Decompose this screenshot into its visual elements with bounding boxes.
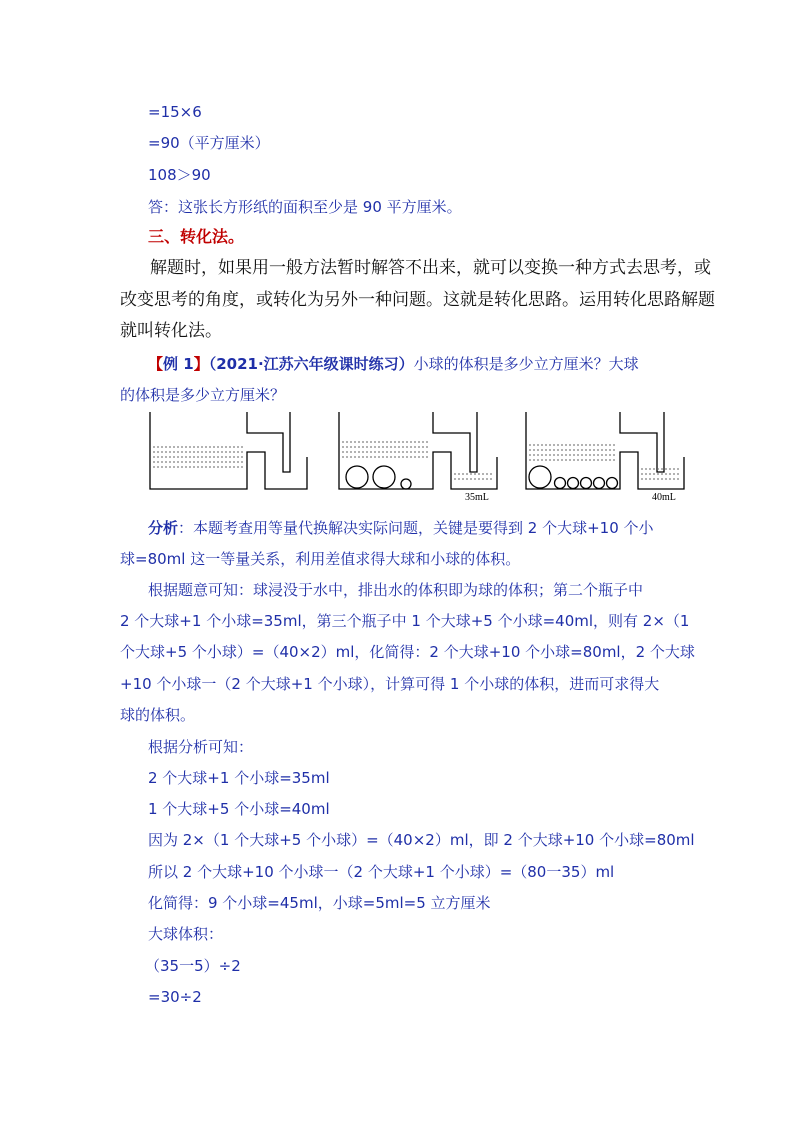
solution-line-1: 根据分析可知： bbox=[148, 738, 254, 756]
calc-line-2: =90（平方厘米） bbox=[148, 134, 270, 152]
reasoning-line-5: 球的体积。 bbox=[120, 706, 196, 724]
intro-line-2: 改变思考的角度，或转化为另外一种问题。这就是转化思路。运用转化思路解题 bbox=[120, 289, 715, 310]
small-ball bbox=[581, 478, 592, 489]
solution-line-7: 大球体积： bbox=[148, 925, 224, 943]
example-question-text: 小球的体积是多少立方厘米？大球 bbox=[413, 355, 639, 373]
small-ball bbox=[555, 478, 566, 489]
reasoning-line-3: 个大球+5 个小球）=（40×2）ml，化简得：2 个大球+10 个小球=80ml，2 个大球 bbox=[120, 643, 695, 661]
small-ball bbox=[607, 478, 618, 489]
water-lines-2 bbox=[342, 442, 494, 479]
answer-line: 答：这张长方形纸的面积至少是 90 平方厘米。 bbox=[148, 198, 462, 216]
big-ball bbox=[373, 466, 395, 488]
solution-line-5: 所以 2 个大球+10 个小球一（2 个大球+1 个小球）=（80一35）ml bbox=[148, 863, 615, 881]
water-lines-1 bbox=[153, 447, 244, 467]
intro-line-3: 就叫转化法。 bbox=[120, 321, 222, 341]
reasoning-line-2: 2 个大球+1 个小球=35ml，第三个瓶子中 1 个大球+5 个小球=40ml，则有 2×（1 bbox=[120, 612, 690, 630]
small-ball bbox=[568, 478, 579, 489]
big-ball bbox=[529, 466, 551, 488]
example-tag: 【例 1】（2021·江苏六年级课时练习） bbox=[148, 355, 414, 373]
label-40ml: 40mL bbox=[652, 492, 676, 503]
calc-line-3: 108＞90 bbox=[148, 166, 211, 184]
reasoning-line-1: 根据题意可知：球浸没于水中，排出水的体积即为球的体积；第二个瓶子中 bbox=[148, 581, 644, 599]
container-1 bbox=[150, 412, 307, 489]
intro-line-1: 解题时，如果用一般方法暂时解答不出来，就可以变换一种方式去思考，或 bbox=[150, 258, 711, 278]
container-2 bbox=[339, 412, 497, 489]
small-ball bbox=[594, 478, 605, 489]
calc-line-1: =15×6 bbox=[148, 103, 202, 121]
big-ball bbox=[346, 466, 368, 488]
example-question-line-2: 的体积是多少立方厘米？ bbox=[120, 386, 286, 404]
solution-line-2: 2 个大球+1 个小球=35ml bbox=[148, 769, 330, 787]
solution-line-4: 因为 2×（1 个大球+5 个小球）=（40×2）ml，即 2 个大球+10 个小球=80ml bbox=[148, 831, 695, 849]
water-lines-3 bbox=[529, 445, 681, 479]
example-source: （2021·江苏六年级课时练习） bbox=[208, 355, 414, 373]
solution-line-9: =30÷2 bbox=[148, 988, 202, 1006]
analysis-line-2: 球=80ml 这一等量关系，利用差值求得大球和小球的体积。 bbox=[120, 550, 521, 568]
section-title: 三、转化法。 bbox=[148, 227, 245, 246]
solution-line-8: （35一5）÷2 bbox=[145, 957, 241, 975]
solution-line-6: 化简得：9 个小球=45ml，小球=5ml=5 立方厘米 bbox=[148, 894, 491, 912]
small-ball bbox=[401, 479, 411, 489]
analysis-line-1: 分析：本题考查用等量代换解决实际问题，关键是要得到 2 个大球+10 个小 bbox=[148, 519, 654, 537]
analysis-label: 分析 bbox=[148, 519, 179, 537]
solution-line-3: 1 个大球+5 个小球=40ml bbox=[148, 800, 330, 818]
label-35ml: 35mL bbox=[465, 492, 489, 503]
reasoning-line-4: +10 个小球一（2 个大球+1 个小球），计算可得 1 个小球的体积，进而可求得大 bbox=[120, 675, 660, 693]
